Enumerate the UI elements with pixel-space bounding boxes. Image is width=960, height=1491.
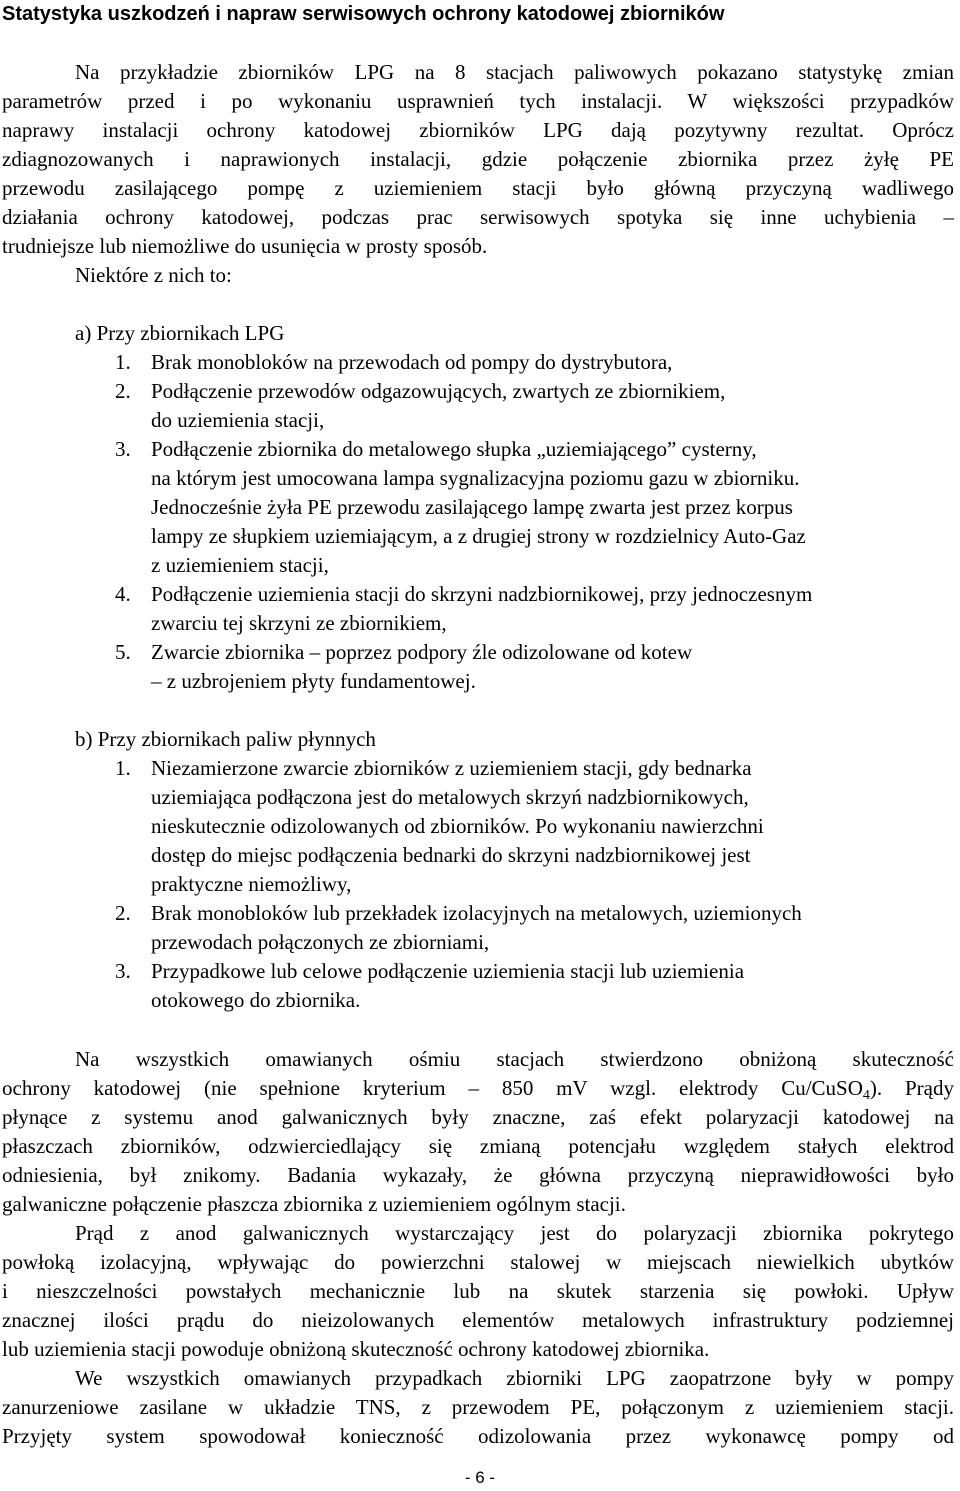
list-number: 2. — [115, 901, 131, 925]
list-number: 3. — [115, 959, 131, 983]
section-heading: a) Przy zbiornikach LPG — [75, 321, 285, 345]
list-item-line: nieskutecznie odizolowanych od zbiorników. Po wykonaniu nawierzchni — [151, 814, 764, 838]
list-item-line: uziemiająca podłączona jest do metalowych skrzyń nadzbiornikowych, — [151, 785, 749, 809]
list-item-line: do uziemienia stacji, — [151, 408, 325, 432]
list-item-line: praktyczne niemożliwy, — [151, 872, 352, 896]
paragraph-line: znacznej ilości prądu do nieizolowanych elementów metalowych infrastruktury podziemnej — [2, 1308, 954, 1332]
subscript: 4 — [862, 1088, 870, 1103]
list-item-line: Zwarcie zbiornika – poprzez podpory źle odizolowane od kotew — [151, 640, 693, 664]
list-number: 3. — [115, 437, 131, 461]
list-item-line: na którym jest umocowana lampa sygnalizacyjna poziomu gazu w zbiorniku. — [151, 466, 800, 490]
list-item-line: dostęp do miejsc podłączenia bednarki do skrzyni nadzbiornikowej jest — [151, 843, 751, 867]
paragraph-line: galwaniczne połączenie płaszcza zbiornika z uziemieniem ogólnym stacji. — [2, 1192, 626, 1216]
paragraph-line: odniesienia, był znikomy. Badania wykazały, że główna przyczyną nieprawidłowości było — [2, 1163, 954, 1187]
paragraph-line: We wszystkich omawianych przypadkach zbiorniki LPG zaopatrzone były w pompy — [75, 1366, 954, 1390]
paragraph-line: Przyjęty system spowodował konieczność odizolowania przez wykonawcę pompy od — [2, 1424, 954, 1448]
paragraph-line: przewodu zasilającego pompę z uziemieniem stacji było główną przyczyną wadliwego — [2, 176, 954, 200]
list-item-line: – z uzbrojeniem płyty fundamentowej. — [151, 669, 476, 693]
page-number: - 6 - — [464, 1468, 496, 1487]
list-item-line: Podłączenie przewodów odgazowujących, zwartych ze zbiornikiem, — [151, 379, 726, 403]
list-item-line: Brak monobloków na przewodach od pompy do dystrybutora, — [151, 350, 673, 374]
list-item-line: Brak monobloków lub przekładek izolacyjnych na metalowych, uziemionych — [151, 901, 802, 925]
paragraph-line: Prąd z anod galwanicznych wystarczający jest do polaryzacji zbiornika pokrytego — [75, 1221, 954, 1245]
page-title: Statystyka uszkodzeń i napraw serwisowych ochrony katodowej zbiorników — [2, 3, 725, 25]
paragraph-line: Na przykładzie zbiorników LPG na 8 stacjach paliwowych pokazano statystykę zmian — [75, 60, 954, 84]
list-item-line: Podłączenie uziemienia stacji do skrzyni nadzbiornikowej, przy jednoczesnym — [151, 582, 813, 606]
paragraph-line: zdiagnozowanych i naprawionych instalacji, gdzie połączenie zbiornika przez żyłę PE — [2, 147, 954, 171]
paragraph-line: zanurzeniowe zasilane w układzie TNS, z przewodem PE, połączonym z uziemieniem stacji. — [2, 1395, 954, 1419]
list-number: 1. — [115, 350, 131, 374]
list-item-line: Podłączenie zbiornika do metalowego słupka „uziemiającego” cysterny, — [151, 437, 757, 461]
list-number: 1. — [115, 756, 131, 780]
paragraph-line: trudniejsze lub niemożliwe do usunięcia w prosty sposób. — [2, 234, 488, 258]
paragraph-line: naprawy instalacji ochrony katodowej zbiorników LPG dają pozytywny rezultat. Oprócz — [2, 118, 954, 142]
paragraph-line: lub uziemienia stacji powoduje obniżoną skuteczność ochrony katodowej zbiornika. — [2, 1337, 710, 1361]
paragraph-line: Na wszystkich omawianych ośmiu stacjach stwierdzono obniżoną skuteczność — [75, 1047, 954, 1071]
list-item-line: otokowego do zbiornika. — [151, 988, 361, 1012]
paragraph-line: działania ochrony katodowej, podczas prac serwisowych spotyka się inne uchybienia – — [2, 205, 954, 229]
paragraph-line: powłoką izolacyjną, wpływając do powierzchni stalowej w miejscach niewielkich ubytków — [2, 1250, 954, 1274]
list-number: 5. — [115, 640, 131, 664]
list-intro: Niektóre z nich to: — [75, 263, 232, 287]
list-item-line: Przypadkowe lub celowe podłączenie uziemienia stacji lub uziemienia — [151, 959, 745, 983]
paragraph-text: ochrony katodowej (nie spełnione kryterium – 850 mV wzgl. elektrody Cu/CuSO — [2, 1076, 863, 1100]
paragraph-line: płynące z systemu anod galwanicznych były znaczne, zaś efekt polaryzacji katodowej na — [2, 1105, 954, 1129]
paragraph-text: ). Prądy — [869, 1076, 954, 1100]
list-number: 2. — [115, 379, 131, 403]
list-item-line: Jednocześnie żyła PE przewodu zasilającego lampę zwarta jest przez korpus — [151, 495, 793, 519]
list-item-line: zwarciu tej skrzyni ze zbiornikiem, — [151, 611, 447, 635]
paragraph-line: i nieszczelności powstałych mechanicznie lub na skutek starzenia się powłoki. Upływ — [2, 1279, 954, 1303]
section-heading: b) Przy zbiornikach paliw płynnych — [75, 727, 376, 751]
list-item-line: Niezamierzone zwarcie zbiorników z uziemieniem stacji, gdy bednarka — [151, 756, 752, 780]
paragraph-line: parametrów przed i po wykonaniu usprawnień tych instalacji. W większości przypadków — [2, 89, 954, 113]
paragraph-line — [2, 1076, 954, 1103]
list-number: 4. — [115, 582, 131, 606]
list-item-line: z uziemieniem stacji, — [151, 553, 329, 577]
paragraph-line: płaszczach zbiorników, odzwierciedlający się zmianą potencjału względem stałych elektrod — [2, 1134, 954, 1158]
list-item-line: lampy ze słupkiem uziemiającym, a z drugiej strony w rozdzielnicy Auto-Gaz — [151, 524, 806, 548]
list-item-line: przewodach połączonych ze zbiorniami, — [151, 930, 490, 954]
